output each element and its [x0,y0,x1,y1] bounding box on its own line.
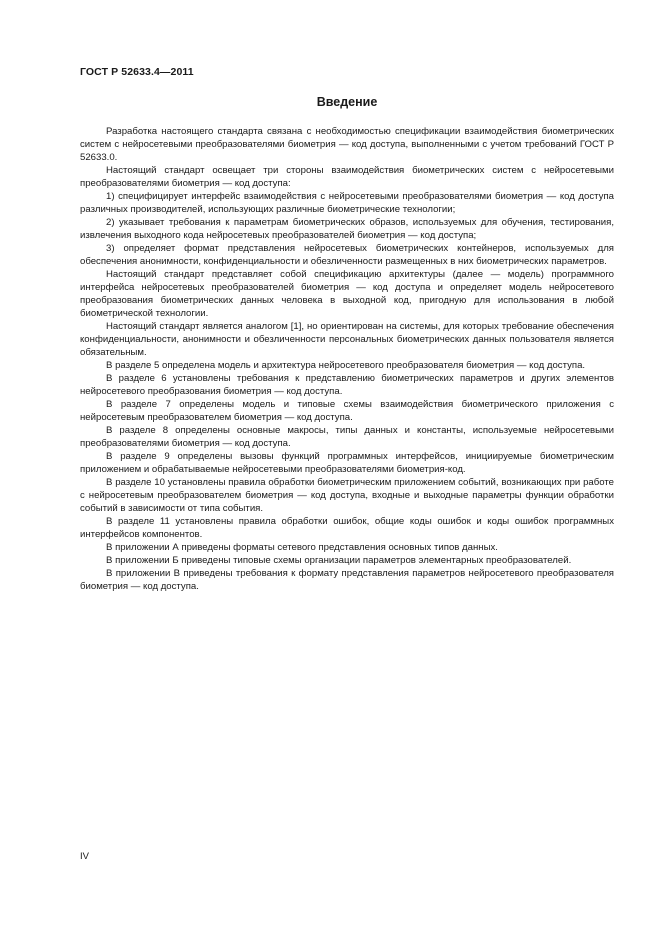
paragraph: В разделе 8 определены основные макросы, типы данных и константы, используемые нейросетевыми преобразователями биометрия — код доступа. [80,425,614,449]
introduction-body [80,125,614,593]
paragraph: В приложении В приведены требования к формату представления параметров нейросетевого преобразователя биометрия — код доступа. [80,568,614,592]
paragraph: В разделе 11 установлены правила обработки ошибок, общие коды ошибок и коды ошибок программных интерфейсов компонентов. [80,516,614,540]
paragraph: В разделе 7 определены модель и типовые схемы взаимодействия биометрического приложения с нейросетевым преобразователем биометрия — код доступа. [80,399,614,423]
section-title: Введение [316,95,378,109]
list-item: 2) указывает требования к параметрам биометрических образов, используемых для обучения, тестирования, извлечения выходного кода нейросетевых преобразователей биометрия — код доступа; [80,217,614,241]
list-item: 1) специфицирует интерфейс взаимодействия с нейросетевыми преобразователями биометрия — код доступа различных производителей, использующих различные биометрические технологии; [80,191,614,215]
list-item: 3) определяет формат представления нейросетевых биометрических контейнеров, используемых для обеспечения анонимности, конфиденциальности и обезличенности размещенных в них биометрических параметров. [80,243,614,267]
paragraph: В приложении А приведены форматы сетевого представления основных типов данных. [106,542,498,553]
page-number: IV [80,851,89,862]
standard-designation: ГОСТ Р 52633.4—2011 [80,66,194,78]
paragraph: В разделе 6 установлены требования к представлению биометрических параметров и других элементов нейросетевого преобразования биометрия — код доступа. [80,373,614,397]
paragraph: В приложении Б приведены типовые схемы организации параметров элементарных преобразователей. [106,555,572,566]
paragraph: В разделе 5 определена модель и архитектура нейросетевого преобразователя биометрия — код доступа. [106,360,586,371]
paragraph: Разработка настоящего стандарта связана с необходимостью спецификации взаимодействия биометрических систем с нейросетевыми преобразователями биометрия — код доступа, выполненными с учетом требований ГОСТ Р 52633.0. [80,126,614,163]
paragraph: Настоящий стандарт является аналогом [1], но ориентирован на системы, для которых требование обеспечения конфиденциальности, анонимности и обезличенности персональных биометрических данных пользователя является обязательным. [80,321,614,358]
paragraph: В разделе 9 определены вызовы функций программных интерфейсов, инициируемые биометрическим приложением и обрабатываемые нейросетевыми преобразователями биометрия-код. [80,451,614,475]
paragraph: В разделе 10 установлены правила обработки биометрическим приложением событий, возникающих при работе с нейросетевым преобразователем биометрия — код доступа, входные и выходные параметры функции обработки событий в зависимости от типа события. [80,477,614,514]
paragraph: Настоящий стандарт представляет собой спецификацию архитектуры (далее — модель) программного интерфейса нейросетевых преобразователей биометрия — код доступа и определяет модель нейросетевого преобразования биометрических данных человека в выходной код, пригодную для использования в любой биометрической технологии. [80,269,614,319]
paragraph: Настоящий стандарт освещает три стороны взаимодействия биометрических систем с нейросетевыми преобразователями биометрия — код доступа: [80,165,614,189]
